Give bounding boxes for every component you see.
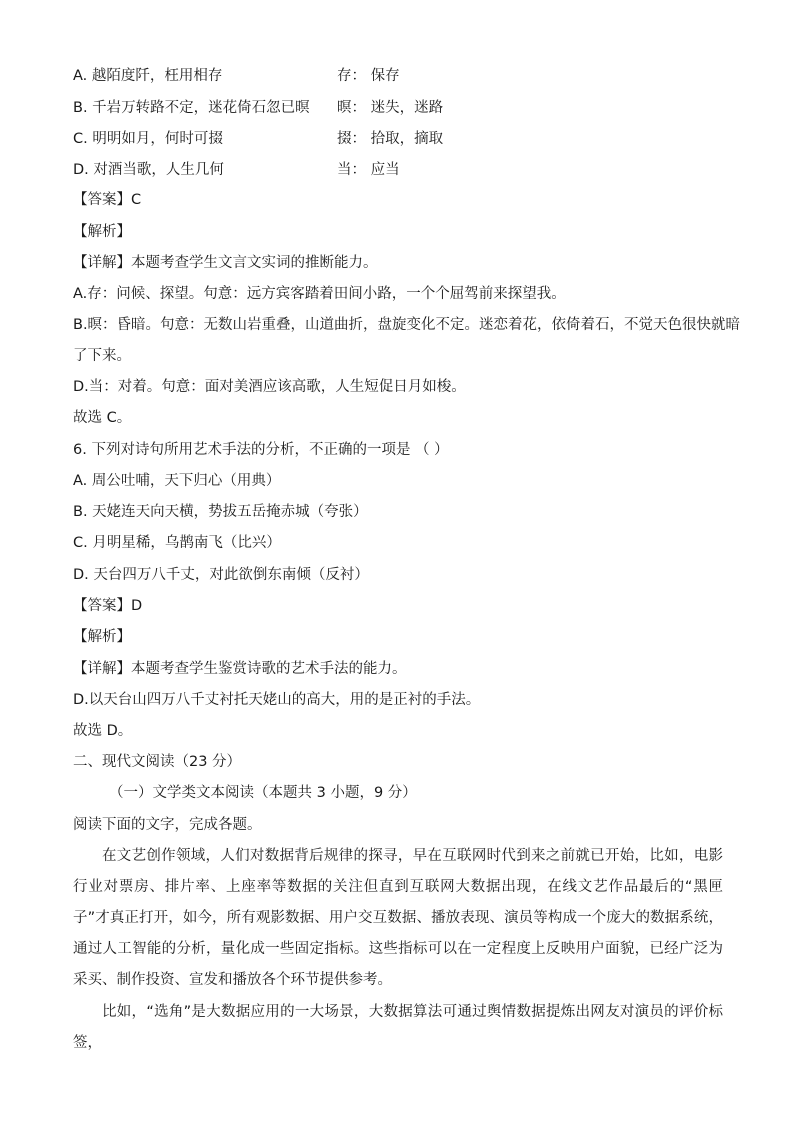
- reading-paragraph-1: 在文艺创作领域，人们对数据背后规律的探寻，早在互联网时代到来之前就已开始，比如，电影行业对票房、排片率、上座率等数据的关注但直到互联网大数据出现，在线文艺作品最后的“黑匣子”才真正打开，如今，所有观影数据、用户交互数据、播放表现、演员等构成一个庞大的数据系统，通过人工智能的分析，量化成一些固定指标。这些指标可以在一定程度上反映用户面貌，已经广泛为采买、制作投资、宣发和播放各个环节提供参考。: [73, 848, 723, 988]
- q5-option-b-text: B. 千岩万转路不定，迷花倚石忽已暝: [73, 100, 310, 116]
- q5-detail: 【详解】本题考查学生文言文实词的推断能力。: [73, 255, 378, 271]
- q5-option-c-text: C. 明明如月，何时可掇: [73, 131, 223, 147]
- reading-paragraph-2: 比如，“选角”是大数据应用的一大场景，大数据算法可通过舆情数据提炼出网友对演员的评价标签，: [73, 1004, 723, 1051]
- subsection-title: （一）文学类文本阅读（本题共 3 小题，9 分）: [109, 785, 417, 801]
- q6-option-c: C. 月明星稀，乌鹊南飞（比兴）: [73, 535, 281, 551]
- q6-analysis-label: 【解析】: [73, 629, 131, 645]
- q5-option-d-text: D. 对酒当歌，人生几何: [73, 162, 224, 178]
- q5-conclusion: 故选 C。: [73, 410, 132, 426]
- q5-option-a-text: A. 越陌度阡，枉用相存: [73, 68, 223, 84]
- q5-answer: 【答案】C: [73, 192, 142, 208]
- q5-option-a-gloss: 存： 保存: [337, 68, 400, 84]
- q6-stem: 6. 下列对诗句所用艺术手法的分析，不正确的一项是 （ ）: [73, 442, 449, 458]
- q5-analysis-label: 【解析】: [73, 224, 131, 240]
- q6-option-b: B. 天姥连天向天横，势拔五岳掩赤城（夸张）: [73, 504, 368, 520]
- q6-answer: 【答案】D: [73, 598, 143, 614]
- reading-instruction: 阅读下面的文字，完成各题。: [73, 817, 262, 833]
- q6-option-a: A. 周公吐哺，天下归心（用典）: [73, 473, 281, 489]
- q5-explanation-d: D.当：对着。句意：面对美酒应该高歌，人生短促日月如梭。: [73, 379, 466, 395]
- q5-explanation-a: A.存：问候、探望。句意：远方宾客踏着田间小路，一个个屈驾前来探望我。: [73, 286, 566, 302]
- q5-option-d-gloss: 当： 应当: [337, 162, 400, 178]
- q5-explanation-b-line1: B.暝：昏暗。句意：无数山岩重叠，山道曲折，盘旋变化不定。迷恋着花，依倚着石，不觉天色很快就暗: [73, 317, 741, 333]
- q5-explanation-b-line2: 了下来。: [73, 348, 131, 364]
- q6-option-d: D. 天台四万八千丈，对此欲倒东南倾（反衬）: [73, 567, 369, 583]
- q6-detail: 【详解】本题考查学生鉴赏诗歌的艺术手法的能力。: [73, 661, 407, 677]
- q5-option-b-gloss: 暝： 迷失，迷路: [337, 100, 444, 116]
- section-title: 二、现代文阅读（23 分）: [73, 754, 242, 770]
- q6-conclusion: 故选 D。: [73, 723, 133, 739]
- q5-option-c-gloss: 掇： 拾取，摘取: [337, 131, 444, 147]
- q6-explanation-d: D.以天台山四万八千丈衬托天姥山的高大，用的是正衬的手法。: [73, 692, 481, 708]
